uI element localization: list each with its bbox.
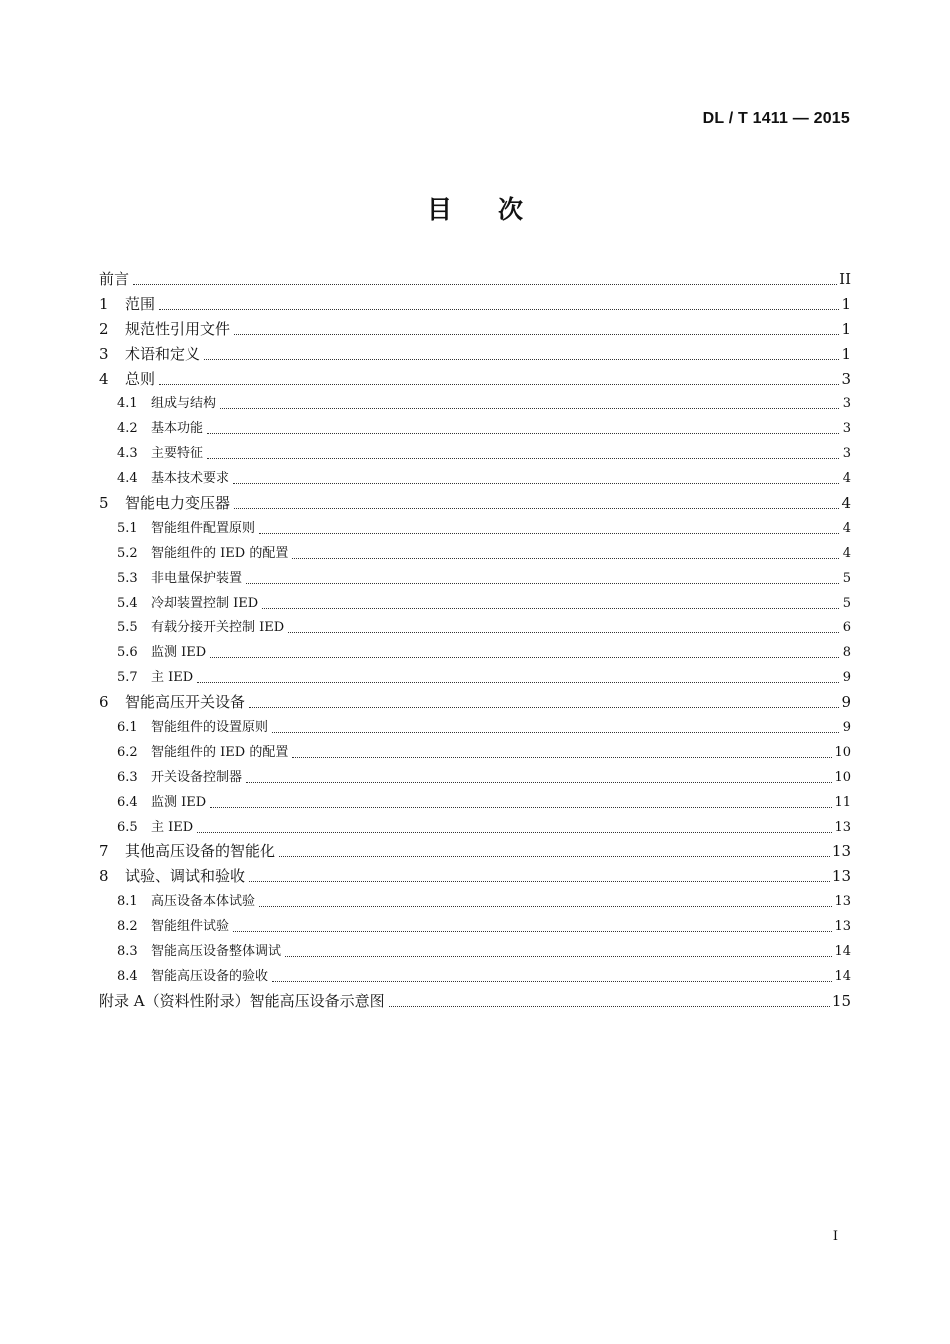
toc-entry-label: 试验、调试和验收 [125, 867, 246, 886]
toc-entry[interactable] [99, 442, 851, 467]
toc-entry-number: 8.4 [117, 968, 138, 984]
toc-entry[interactable] [99, 268, 851, 293]
toc-entry-label: 高压设备本体试验 [151, 894, 256, 910]
toc-entry-number: 6.3 [117, 769, 138, 785]
toc-entry[interactable] [99, 666, 851, 691]
toc-entry-label: 冷却装置控制 IED [151, 595, 259, 611]
toc-leader-dots [279, 856, 830, 857]
toc-entry[interactable] [99, 343, 851, 368]
toc-entry[interactable] [99, 791, 851, 816]
toc-leader-dots [272, 732, 839, 733]
toc-leader-dots [210, 657, 839, 658]
toc-entry-label: 监测 IED [151, 645, 207, 661]
toc-entry[interactable] [99, 840, 851, 865]
toc-entry-page: 13 [831, 842, 851, 861]
toc-leader-dots [133, 284, 837, 285]
toc-entry-label: 智能高压设备整体调试 [151, 944, 282, 960]
toc-entry[interactable] [99, 368, 851, 393]
toc-leader-dots [197, 832, 832, 833]
toc-entry-page: 3 [842, 396, 851, 412]
toc-entry-number: 6 [99, 693, 109, 712]
toc-leader-dots [159, 309, 839, 310]
toc-leader-dots [249, 707, 839, 708]
toc-leader-dots [259, 906, 832, 907]
toc-entry-label: 总则 [125, 369, 156, 388]
toc-leader-dots [288, 632, 839, 633]
toc-entry[interactable] [99, 741, 851, 766]
toc-entry[interactable] [99, 890, 851, 915]
toc-title-char-1: 目 [426, 195, 452, 224]
toc-entry-label: 开关设备控制器 [151, 769, 243, 785]
toc-entry-page: 3 [842, 421, 851, 437]
toc-title [0, 190, 950, 226]
toc-leader-dots [234, 334, 839, 335]
toc-entry-label: 有载分接开关控制 IED [151, 620, 285, 636]
toc-entry-page: 4 [842, 520, 851, 536]
toc-entry-label: 主 IED [151, 819, 194, 835]
toc-entry-number: 4.3 [117, 446, 138, 462]
toc-entry-label: 前言 [99, 270, 130, 288]
toc-entry-number: 6.2 [117, 744, 138, 760]
toc-entry-label: 监测 IED [151, 794, 207, 810]
toc-leader-dots [234, 508, 839, 509]
toc-entry-label: 主要特征 [151, 446, 204, 462]
toc-leader-dots [262, 608, 839, 609]
toc-entry-page: II [839, 270, 851, 288]
toc-entry-page: 10 [834, 769, 851, 785]
toc-entry-label: 范围 [125, 294, 156, 313]
toc-entry-page: 10 [834, 744, 851, 760]
toc-entry[interactable] [99, 766, 851, 791]
toc-entry-number: 7 [99, 842, 109, 861]
toc-entry[interactable] [99, 616, 851, 641]
toc-entry-label: 组成与结构 [151, 396, 217, 412]
toc-entry-number: 5.5 [117, 620, 138, 636]
toc-leader-dots [389, 1006, 830, 1007]
toc-entry[interactable] [99, 691, 851, 716]
toc-entry-number: 6.1 [117, 720, 138, 736]
toc-entry-label: 智能组件配置原则 [151, 520, 256, 536]
toc-entry-number: 3 [99, 344, 109, 363]
toc-entry-number: 2 [99, 319, 109, 338]
toc-entry[interactable] [99, 467, 851, 492]
toc-leader-dots [207, 458, 839, 459]
toc-entry-number: 4.2 [117, 421, 138, 437]
toc-entry-label: 基本技术要求 [151, 471, 230, 487]
toc-entry-label: 基本功能 [151, 421, 204, 437]
toc-entry-number: 5.2 [117, 545, 138, 561]
toc-entry-page: 8 [842, 645, 851, 661]
toc-entry-label: 智能组件的 IED 的配置 [151, 744, 289, 760]
toc-entry-page: 3 [841, 369, 851, 388]
toc-title-char-2: 次 [498, 195, 524, 224]
page-number: I [832, 1229, 838, 1244]
toc-entry[interactable] [99, 990, 851, 1015]
toc-entry-number: 8.1 [117, 894, 138, 910]
toc-leader-dots [246, 583, 839, 584]
toc-entry[interactable] [99, 542, 851, 567]
toc-entry-number: 6.5 [117, 819, 138, 835]
toc-leader-dots [285, 956, 832, 957]
toc-leader-dots [233, 483, 839, 484]
toc-entry[interactable] [99, 816, 851, 841]
toc-entry[interactable] [99, 915, 851, 940]
toc-entry[interactable] [99, 641, 851, 666]
toc-leader-dots [292, 558, 839, 559]
toc-entry-page: 9 [842, 720, 851, 736]
toc-entry-number: 8.2 [117, 919, 138, 935]
toc-entry-label: 附录 A（资料性附录）智能高压设备示意图 [99, 991, 385, 1010]
standard-code: DL / T 1411 — 2015 [702, 110, 850, 127]
toc-entry-page: 4 [841, 494, 851, 513]
toc-entry[interactable] [99, 865, 851, 890]
toc-entry-number: 1 [99, 294, 109, 313]
toc-leader-dots [272, 981, 832, 982]
toc-entry-number: 4 [99, 369, 109, 388]
toc-entry-number: 8 [99, 867, 109, 886]
toc-entry-page: 5 [842, 570, 851, 586]
toc-entry-page: 3 [842, 446, 851, 462]
toc-leader-dots [159, 384, 839, 385]
toc-entry[interactable] [99, 567, 851, 592]
toc-entry-number: 5 [99, 494, 109, 513]
table-of-contents [99, 268, 851, 1015]
toc-entry-number: 5.6 [117, 645, 138, 661]
toc-entry-page: 14 [834, 944, 851, 960]
toc-entry-page: 14 [834, 968, 851, 984]
toc-leader-dots [207, 433, 839, 434]
toc-entry-label: 非电量保护装置 [151, 570, 243, 586]
toc-entry-page: 4 [842, 545, 851, 561]
toc-entry-label: 智能组件试验 [151, 919, 230, 935]
toc-leader-dots [197, 682, 839, 683]
toc-entry-page: 1 [841, 294, 851, 313]
toc-entry-label: 智能组件的 IED 的配置 [151, 545, 289, 561]
toc-entry-number: 5.4 [117, 595, 138, 611]
toc-entry[interactable] [99, 492, 851, 517]
toc-entry[interactable] [99, 318, 851, 343]
toc-entry-page: 9 [841, 693, 851, 712]
toc-entry-label: 术语和定义 [125, 344, 201, 363]
toc-entry-number: 5.3 [117, 570, 138, 586]
toc-entry-page: 15 [831, 991, 851, 1010]
toc-entry-label: 智能高压设备的验收 [151, 968, 269, 984]
toc-entry[interactable] [99, 940, 851, 965]
toc-entry-number: 8.3 [117, 944, 138, 960]
toc-entry-page: 5 [842, 595, 851, 611]
toc-entry-label: 主 IED [151, 670, 194, 686]
toc-entry-label: 规范性引用文件 [125, 319, 231, 338]
toc-entry-number: 4.4 [117, 471, 138, 487]
toc-leader-dots [259, 533, 839, 534]
toc-entry[interactable] [99, 392, 851, 417]
toc-leader-dots [249, 881, 830, 882]
toc-entry[interactable] [99, 965, 851, 990]
toc-entry-number: 4.1 [117, 396, 138, 412]
toc-entry[interactable] [99, 716, 851, 741]
toc-entry-number: 5.7 [117, 670, 138, 686]
toc-entry-page: 1 [841, 319, 851, 338]
toc-entry-label: 智能高压开关设备 [125, 693, 246, 712]
toc-entry-page: 13 [834, 919, 851, 935]
toc-entry-page: 1 [841, 344, 851, 363]
toc-leader-dots [220, 408, 839, 409]
toc-entry-page: 13 [831, 867, 851, 886]
toc-entry-page: 13 [834, 819, 851, 835]
toc-leader-dots [204, 359, 839, 360]
toc-entry-page: 13 [834, 894, 851, 910]
toc-entry-page: 6 [842, 620, 851, 636]
toc-entry-page: 11 [834, 794, 851, 810]
toc-entry-label: 智能电力变压器 [125, 494, 231, 513]
toc-entry-number: 6.4 [117, 794, 138, 810]
toc-entry-label: 智能组件的设置原则 [151, 720, 269, 736]
toc-leader-dots [233, 931, 832, 932]
toc-entry[interactable] [99, 417, 851, 442]
toc-entry-number: 5.1 [117, 520, 138, 536]
toc-entry[interactable] [99, 293, 851, 318]
toc-entry[interactable] [99, 517, 851, 542]
toc-leader-dots [246, 782, 832, 783]
toc-entry-label: 其他高压设备的智能化 [125, 842, 276, 861]
toc-entry-page: 9 [842, 670, 851, 686]
toc-entry[interactable] [99, 592, 851, 617]
toc-leader-dots [292, 757, 832, 758]
toc-entry-page: 4 [842, 471, 851, 487]
toc-leader-dots [210, 807, 832, 808]
